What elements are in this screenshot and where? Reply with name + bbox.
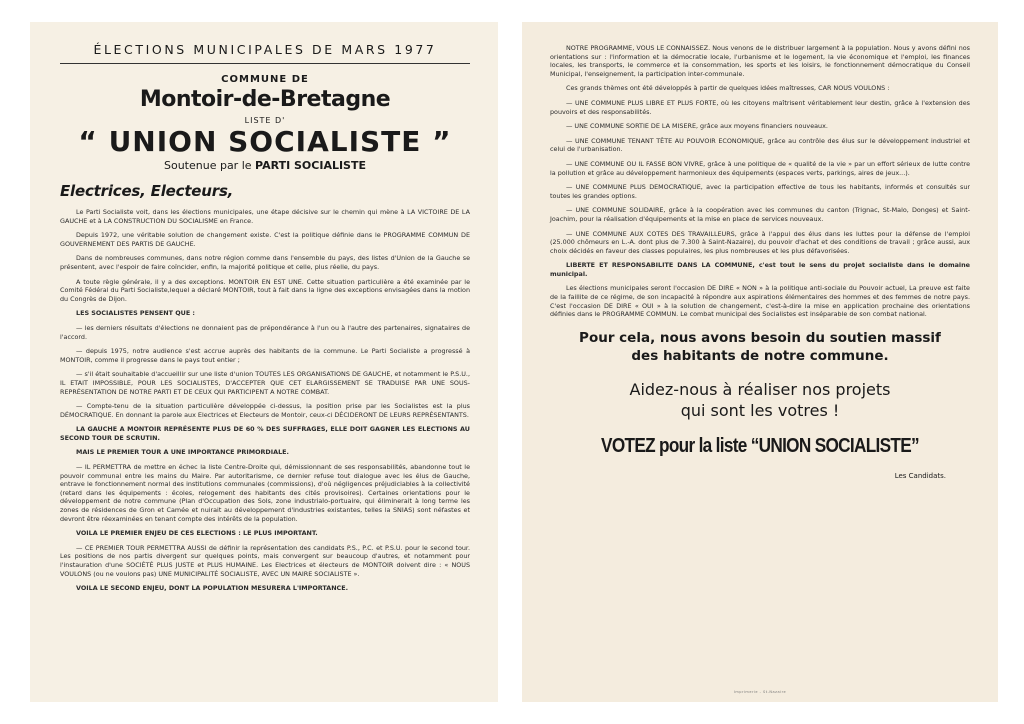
paragraph: — CE PREMIER TOUR PERMETTRA AUSSI de définir la représentation des candidats P.S., P.C. et P.S.U. pour le second tour. Les positions de nos partis divergent sur quelques points, mais convergent sur beaucoup d'autres, et notamment pour l'instauration d'une SOCIÉTÉ PLUS JUSTE et PLUS HUMAINE. Les Electrices et électeurs de MONTOIR doivent dire : « NOUS VOULONS (ou ne voulons pas) UNE MUNICIPALITÉ SOCIALISTE, AVEC UN MAIRE SOCIALISTE ». xyxy=(60,543,470,578)
paragraph-heading: LIBERTE ET RESPONSABILITE DANS LA COMMUNE, c'est tout le sens du projet socialiste dans le domaine municipal. xyxy=(550,261,970,278)
paragraph: — s'il était souhaitable d'accueillir sur une liste d'union TOUTES LES ORGANISATIONS DE GAUCHE, et notamment le P.S.U., IL ETAIT IMPOSSIBLE, POUR LES SOCIALISTES, D'ACCEPTER QUE CET ELARGISSEMENT SE TRADUISE PAR UNE SOUS-REPRÉSENTATION DE NOTRE PARTI ET DE CEUX QUI PARTICIPENT A NOTRE COMBAT. xyxy=(60,370,470,396)
commune-label: COMMUNE DE xyxy=(221,74,309,85)
paragraph: — UNE COMMUNE SOLIDAIRE, grâce à la coopération avec les communes du canton (Trignac, St-Malo, Donges) et Saint-Joachim, pour la réalisation d'équipements et la mise en place de services nouveaux. xyxy=(550,206,970,223)
paragraph: — UNE COMMUNE PLUS LIBRE ET PLUS FORTE, où les citoyens maîtrisent véritablement leur destin, grâce à l'extension des pouvoirs et des responsabilités. xyxy=(550,98,970,116)
paragraph: Les élections municipales seront l'occasion DE DIRE « NON » à la politique anti-sociale du Pouvoir actuel, La preuve est faite de la faillite de ce régime, de son incapacité à répondre aux aspirations élémentaires des hommes et des femmes de notre pays. C'est l'occasion DE DIRE « OUI » à la solution de changement, c'est-à-dire la mise en application prochaine des orientations définies dans le PROGRAMME COMMUN. Le combat municipal des Socialistes est inséparable de son combat national. xyxy=(550,284,970,319)
right-page xyxy=(522,22,998,702)
paragraph: — UNE COMMUNE OU IL FASSE BON VIVRE, grâce à une politique de « qualité de la vie » par un effort sérieux de lutte contre la pollution et grâce au développement harmonieux des équipements (espaces verts, parkings, aires de jeux...). xyxy=(550,159,970,177)
paragraph: — UNE COMMUNE PLUS DEMOCRATIQUE, avec la participation effective de tous les habitants, informés et consultés sur toutes les grandes options. xyxy=(550,183,970,200)
vote-slogan: VOTEZ pour la liste “UNION SOCIALISTE” xyxy=(601,434,919,457)
paragraph: — depuis 1975, notre audience s'est accrue auprès des habitants de la commune. Le Parti Socialiste a progressé à MONTOIR, comme il progresse dans le pays tout entier ; xyxy=(60,347,470,364)
paragraph: Ces grands thèmes ont été développés à partir de quelques idées maîtresses, CAR NOUS VOULONS : xyxy=(566,84,890,93)
paragraph-heading: LES SOCIALISTES PENSENT QUE : xyxy=(76,309,195,318)
paragraph: — Compte-tenu de la situation particulière développée ci-dessus, la position prise par les Socialistes est la plus DÉMOCRATIQUE. En donnant la parole aux Electrices et Electeurs de Montoir, ceux-ci DÉCIDERONT DE LEURS REPRÉSENTANTS. xyxy=(60,402,470,419)
appeal-line-2: des habitants de notre commune. xyxy=(631,347,889,364)
appeal-block xyxy=(550,329,970,365)
header-rule xyxy=(60,63,470,64)
help-block xyxy=(550,379,970,421)
paragraph-heading: MAIS LE PREMIER TOUR A UNE IMPORTANCE PRIMORDIALE. xyxy=(76,448,289,457)
paragraph: — IL PERMETTRA de mettre en échec la liste Centre-Droite qui, démissionnant de ses responsabilités, abandonne tout le pouvoir communal entre les mains du Maire. Par autoritarisme, ce dernier refuse tout dialogue avec les élus de Gauche, entrave le fonctionnement normal des institutions communales (commissions), d'où négligences préjudiciables à la collectivité (retard dans les équipements : écoles, relogement des habitants des cités provisoires). Certaines orientations pour le développement de notre commune (Plan d'Occupation des Sols, zone industrialo-portuaire, qui éliminerait à long terme les zones de résidences de Gron et Camée et nuirait au développement d'industries existantes, telles la SNIAS) sont néfastes et devront être réexaminées en tenant compte des intérêts de la population. xyxy=(60,463,470,523)
printer-mark: Imprimerie - St-Nazaire xyxy=(733,690,787,694)
left-page xyxy=(30,22,498,702)
paragraph: Le Parti Socialiste voit, dans les élections municipales, une étape décisive sur le chemin qui mène à LA VICTOIRE DE LA GAUCHE et à LA CONSTRUCTION DU SOCIALISME en France. xyxy=(60,208,470,225)
greeting: Electrices, Electeurs, xyxy=(60,182,234,200)
paragraph: A toute règle générale, il y a des exceptions. MONTOIR EN EST UNE. Cette situation particulière a été examinée par le Comité Fédéral du Parti Socialiste,lequel a déclaré MONTOIR, tout à fait dans la ligne des exceptions envisagées dans la motion du Congrès de Dijon. xyxy=(60,277,470,303)
supported-party: PARTI SOCIALISTE xyxy=(255,159,366,172)
liste-label: LISTE D' xyxy=(244,116,286,125)
paragraph: — les derniers résultats d'élections ne donnaient pas de prépondérance à l'un ou à l'autre des partenaires, signataires de l'accord. xyxy=(60,323,470,341)
paragraph: NOTRE PROGRAMME, VOUS LE CONNAISSEZ. Nous venons de le distribuer largement à la population. Nous y avons défini nos orientations sur : l'information et la démocratie locale, l'urbanisme et le logement, la vie économique et l'emploi, les finances locales, les transports, le commerce et la consommation, les sports et les loisirs, le fonctionnement démocratique du Conseil Municipal, l'enseignement, la participation inter-communale. xyxy=(550,44,970,78)
paragraph-heading: VOILA LE PREMIER ENJEU DE CES ELECTIONS : LE PLUS IMPORTANT. xyxy=(76,529,318,538)
list-name: “ UNION SOCIALISTE ” xyxy=(78,125,452,158)
election-header: ÉLECTIONS MUNICIPALES DE MARS 1977 xyxy=(93,42,437,57)
paragraph: — UNE COMMUNE AUX COTES DES TRAVAILLEURS, grâce à l'appui des élus dans les luttes pour la défense de l'emploi (25.000 chômeurs en L.-A. dont plus de 7.300 à Saint-Nazaire), du pouvoir d'achat et des conditions de travail ; grâce aussi, aux choix décidés en faveur des classes populaires, les plus nombreuses et les plus défavorisées. xyxy=(550,229,970,255)
paragraph-heading: VOILA LE SECOND ENJEU, DONT LA POPULATION MESURERA L'IMPORTANCE. xyxy=(76,584,349,593)
paragraph: Depuis 1972, une véritable solution de changement existe. C'est la politique définie dans le PROGRAMME COMMUN DE GOUVERNEMENT DES PARTIS DE GAUCHE. xyxy=(60,231,470,248)
appeal-line-1: Pour cela, nous avons besoin du soutien massif xyxy=(579,329,941,346)
paragraph-heading: LA GAUCHE A MONTOIR REPRÉSENTE PLUS DE 60 % DES SUFFRAGES, ELLE DOIT GAGNER LES ELECTIONS AU SECOND TOUR DE SCRUTIN. xyxy=(60,425,470,442)
paragraph: — UNE COMMUNE TENANT TÊTE AU POUVOIR ECONOMIQUE, grâce au contrôle des élus sur le développement industriel et celui de l'urbanisation. xyxy=(550,136,970,154)
help-line-1: Aidez-nous à réaliser nos projets xyxy=(629,379,891,399)
paragraph: Dans de nombreuses communes, dans notre région comme dans l'ensemble du pays, des listes d'Union de la Gauche se présentent, avec l'espoir de faire coïncider, enfin, la majorité politique et celle, plus réelle, du pays. xyxy=(60,254,470,271)
paragraph: — UNE COMMUNE SORTIE DE LA MISERE, grâce aux moyens financiers nouveaux. xyxy=(566,122,828,131)
town-name: Montoir-de-Bretagne xyxy=(139,87,391,112)
supported-by xyxy=(60,159,470,172)
signature: Les Candidats. xyxy=(894,471,946,480)
supported-prefix: Soutenue par le xyxy=(163,159,252,172)
help-line-2: qui sont les votres ! xyxy=(680,400,840,420)
